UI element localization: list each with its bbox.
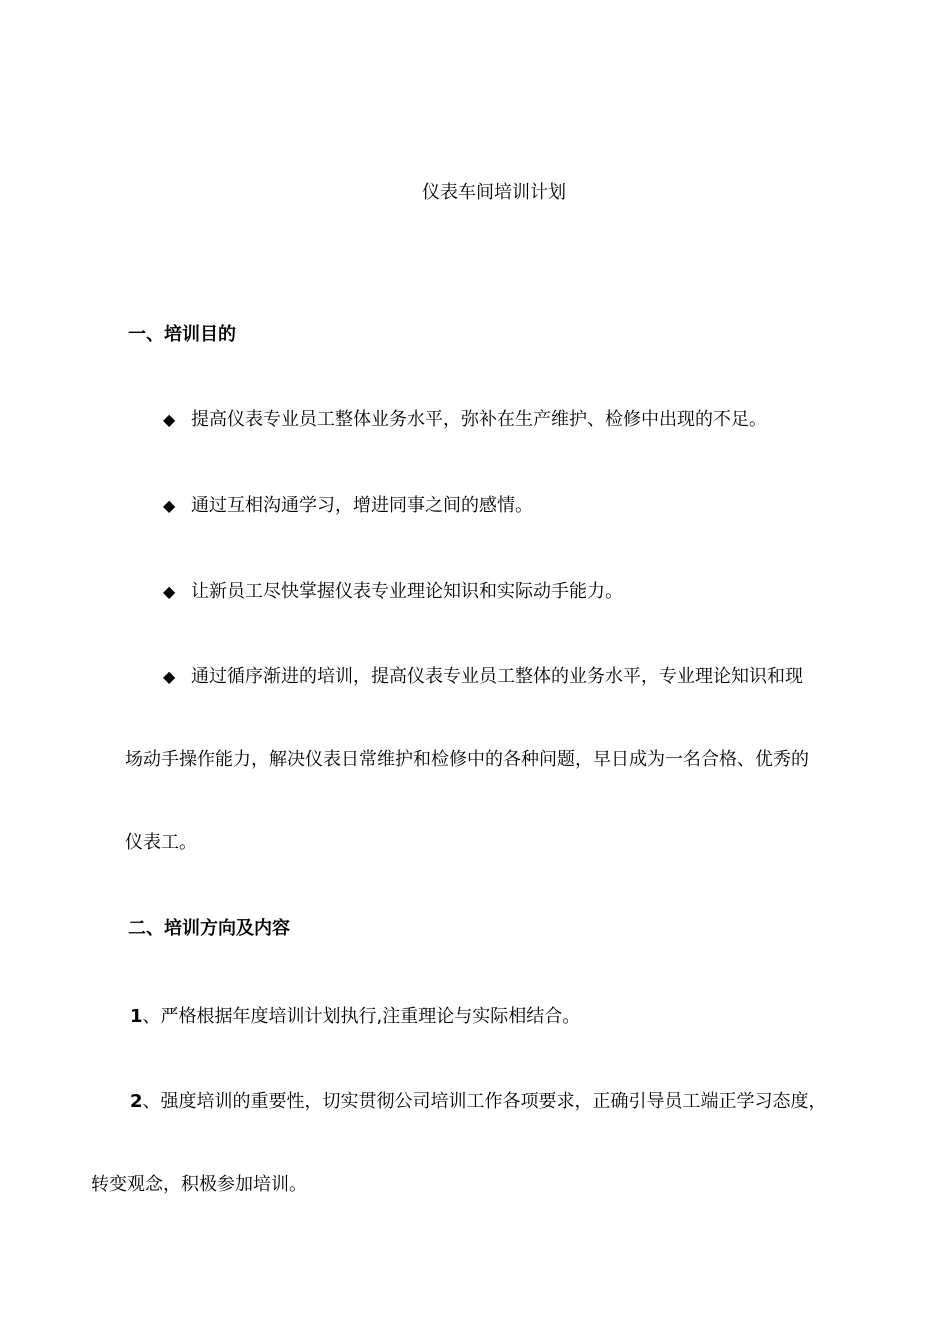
list-item-continuation: 仪表工。 — [125, 832, 197, 853]
list-item — [163, 495, 533, 517]
item-separator: 、 — [142, 1006, 161, 1027]
item-number: 2 — [130, 1091, 143, 1112]
item-number: 1 — [130, 1006, 143, 1027]
item-separator: 、 — [142, 1091, 161, 1112]
section-heading-purpose: 一、培训目的 — [128, 324, 236, 345]
document-title: 仪表车间培训计划 — [422, 182, 566, 203]
numbered-item — [130, 1006, 580, 1028]
list-item-text: 让新员工尽快掌握仪表专业理论知识和实际动手能力。 — [191, 581, 623, 602]
list-item-text: 通过互相沟通学习，增进同事之间的感情。 — [191, 495, 533, 516]
item-text: 强度培训的重要性，切实贯彻公司培训工作各项要求，正确引导员工端正学习态度， — [160, 1091, 827, 1112]
list-item-text: 提高仪表专业员工整体业务水平，弥补在生产维护、检修中出现的不足。 — [191, 409, 767, 430]
list-item — [163, 409, 767, 431]
diamond-bullet-icon: ◆ — [163, 667, 176, 686]
diamond-bullet-icon: ◆ — [163, 582, 176, 601]
list-item-text: 通过循序渐进的培训，提高仪表专业员工整体的业务水平，专业理论知识和现 — [191, 666, 803, 687]
item-text: 严格根据年度培训计划执行,注重理论与实际相结合。 — [160, 1006, 581, 1027]
list-item — [163, 581, 623, 603]
section-heading-content: 二、培训方向及内容 — [128, 918, 290, 939]
list-item-continuation: 场动手操作能力，解决仪表日常维护和检修中的各种问题，早日成为一名合格、优秀的 — [125, 749, 809, 770]
diamond-bullet-icon: ◆ — [163, 410, 176, 429]
numbered-item-continuation: 转变观念，积极参加培训。 — [91, 1174, 307, 1195]
list-item — [163, 666, 803, 688]
diamond-bullet-icon: ◆ — [163, 496, 176, 515]
numbered-item — [130, 1091, 827, 1113]
